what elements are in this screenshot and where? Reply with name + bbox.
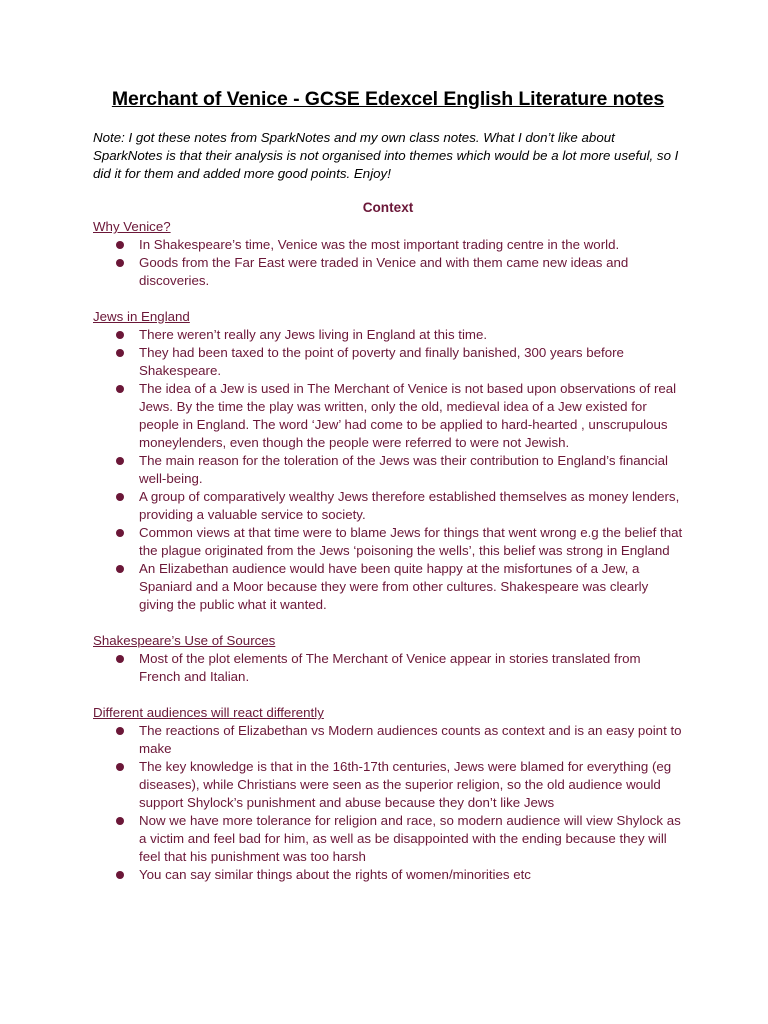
subsection-jews-in-england — [93, 308, 683, 614]
bullet-item — [93, 758, 683, 812]
bullet-text: In Shakespeare’s time, Venice was the most important trading centre in the world. — [139, 237, 620, 252]
subsection-heading: Why Venice? — [93, 219, 171, 234]
bullet-item — [93, 380, 683, 452]
bullet-text: Goods from the Far East were traded in Venice and with them came new ideas and discoveries. — [139, 255, 629, 288]
bullet-dot-icon — [116, 241, 124, 249]
bullet-item — [93, 254, 683, 290]
subsection-heading: Shakespeare’s Use of Sources — [93, 633, 276, 648]
subsection-why-venice — [93, 218, 683, 290]
subsection-heading: Different audiences will react differently — [93, 705, 324, 720]
bullet-item — [93, 866, 683, 884]
bullet-dot-icon — [116, 493, 124, 501]
document-page — [93, 88, 683, 884]
bullet-item — [93, 650, 683, 686]
bullet-dot-icon — [116, 817, 124, 825]
bullet-text: You can say similar things about the rights of women/minorities etc — [139, 867, 531, 882]
bullet-dot-icon — [116, 259, 124, 267]
bullet-text: The key knowledge is that in the 16th-17th centuries, Jews were blamed for everything (eg diseases), while Christians were seen as the superior religion, so the old audience would support Shylock’s punishment and abuse because they don’t like Jews — [139, 759, 672, 810]
bullet-dot-icon — [116, 529, 124, 537]
spacer — [93, 290, 683, 308]
bullet-text: Now we have more tolerance for religion and race, so modern audience will view Shylock as a victim and feel bad for him, as well as be disappointed with the ending because they will feel that his punishment was too harsh — [139, 813, 681, 864]
bullet-dot-icon — [116, 457, 124, 465]
spacer — [93, 614, 683, 632]
spacer — [93, 686, 683, 704]
bullet-dot-icon — [116, 871, 124, 879]
bullet-list — [93, 722, 683, 884]
bullet-text: An Elizabethan audience would have been quite happy at the misfortunes of a Jew, a Spaniard and a Moor because they were from other cultures. Shakespeare was clearly giving the public what it wanted. — [139, 561, 649, 612]
bullet-item — [93, 524, 683, 560]
subsection-audiences — [93, 704, 683, 884]
bullet-dot-icon — [116, 385, 124, 393]
bullet-item — [93, 344, 683, 380]
bullet-list — [93, 326, 683, 614]
bullet-text: There weren’t really any Jews living in England at this time. — [139, 327, 488, 342]
bullet-text: Common views at that time were to blame Jews for things that went wrong e.g the belief that the plague originated from the Jews ‘poisoning the wells’, this belief was strong in England — [139, 525, 683, 558]
bullet-item — [93, 560, 683, 614]
bullet-item — [93, 236, 683, 254]
bullet-list — [93, 236, 683, 290]
bullet-text: The idea of a Jew is used in The Merchant of Venice is not based upon observations of real Jews. By the time the play was written, only the old, medieval idea of a Jew existed for people in England. The word ‘Jew’ had come to be applied to hard-hearted , unscrupulous moneylenders, even though the people were referred to were not Jewish. — [139, 381, 677, 450]
intro-note: Note: I got these notes from SparkNotes and my own class notes. What I don’t like about SparkNotes is that their analysis is not organised into themes which would be a lot more useful, so I did it for them and added more good points. Enjoy! — [93, 130, 679, 181]
bullet-text: Most of the plot elements of The Merchant of Venice appear in stories translated from French and Italian. — [139, 651, 641, 684]
subsection-sources — [93, 632, 683, 686]
bullet-text: The reactions of Elizabethan vs Modern audiences counts as context and is an easy point to make — [139, 723, 682, 756]
bullet-dot-icon — [116, 565, 124, 573]
bullet-dot-icon — [116, 763, 124, 771]
bullet-dot-icon — [116, 727, 124, 735]
bullet-item — [93, 722, 683, 758]
bullet-item — [93, 326, 683, 344]
bullet-text: They had been taxed to the point of poverty and finally banished, 300 years before Shakespeare. — [139, 345, 624, 378]
subsection-heading: Jews in England — [93, 309, 190, 324]
bullet-item — [93, 452, 683, 488]
bullet-dot-icon — [116, 349, 124, 357]
bullet-item — [93, 488, 683, 524]
bullet-list — [93, 650, 683, 686]
bullet-dot-icon — [116, 655, 124, 663]
section-heading-context: Context — [362, 200, 414, 215]
bullet-dot-icon — [116, 331, 124, 339]
bullet-text: The main reason for the toleration of the Jews was their contribution to England’s financial well-being. — [139, 453, 668, 486]
document-title: Merchant of Venice - GCSE Edexcel English Literature notes — [111, 88, 665, 110]
bullet-item — [93, 812, 683, 866]
bullet-text: A group of comparatively wealthy Jews therefore established themselves as money lenders, providing a valuable service to society. — [139, 489, 680, 522]
